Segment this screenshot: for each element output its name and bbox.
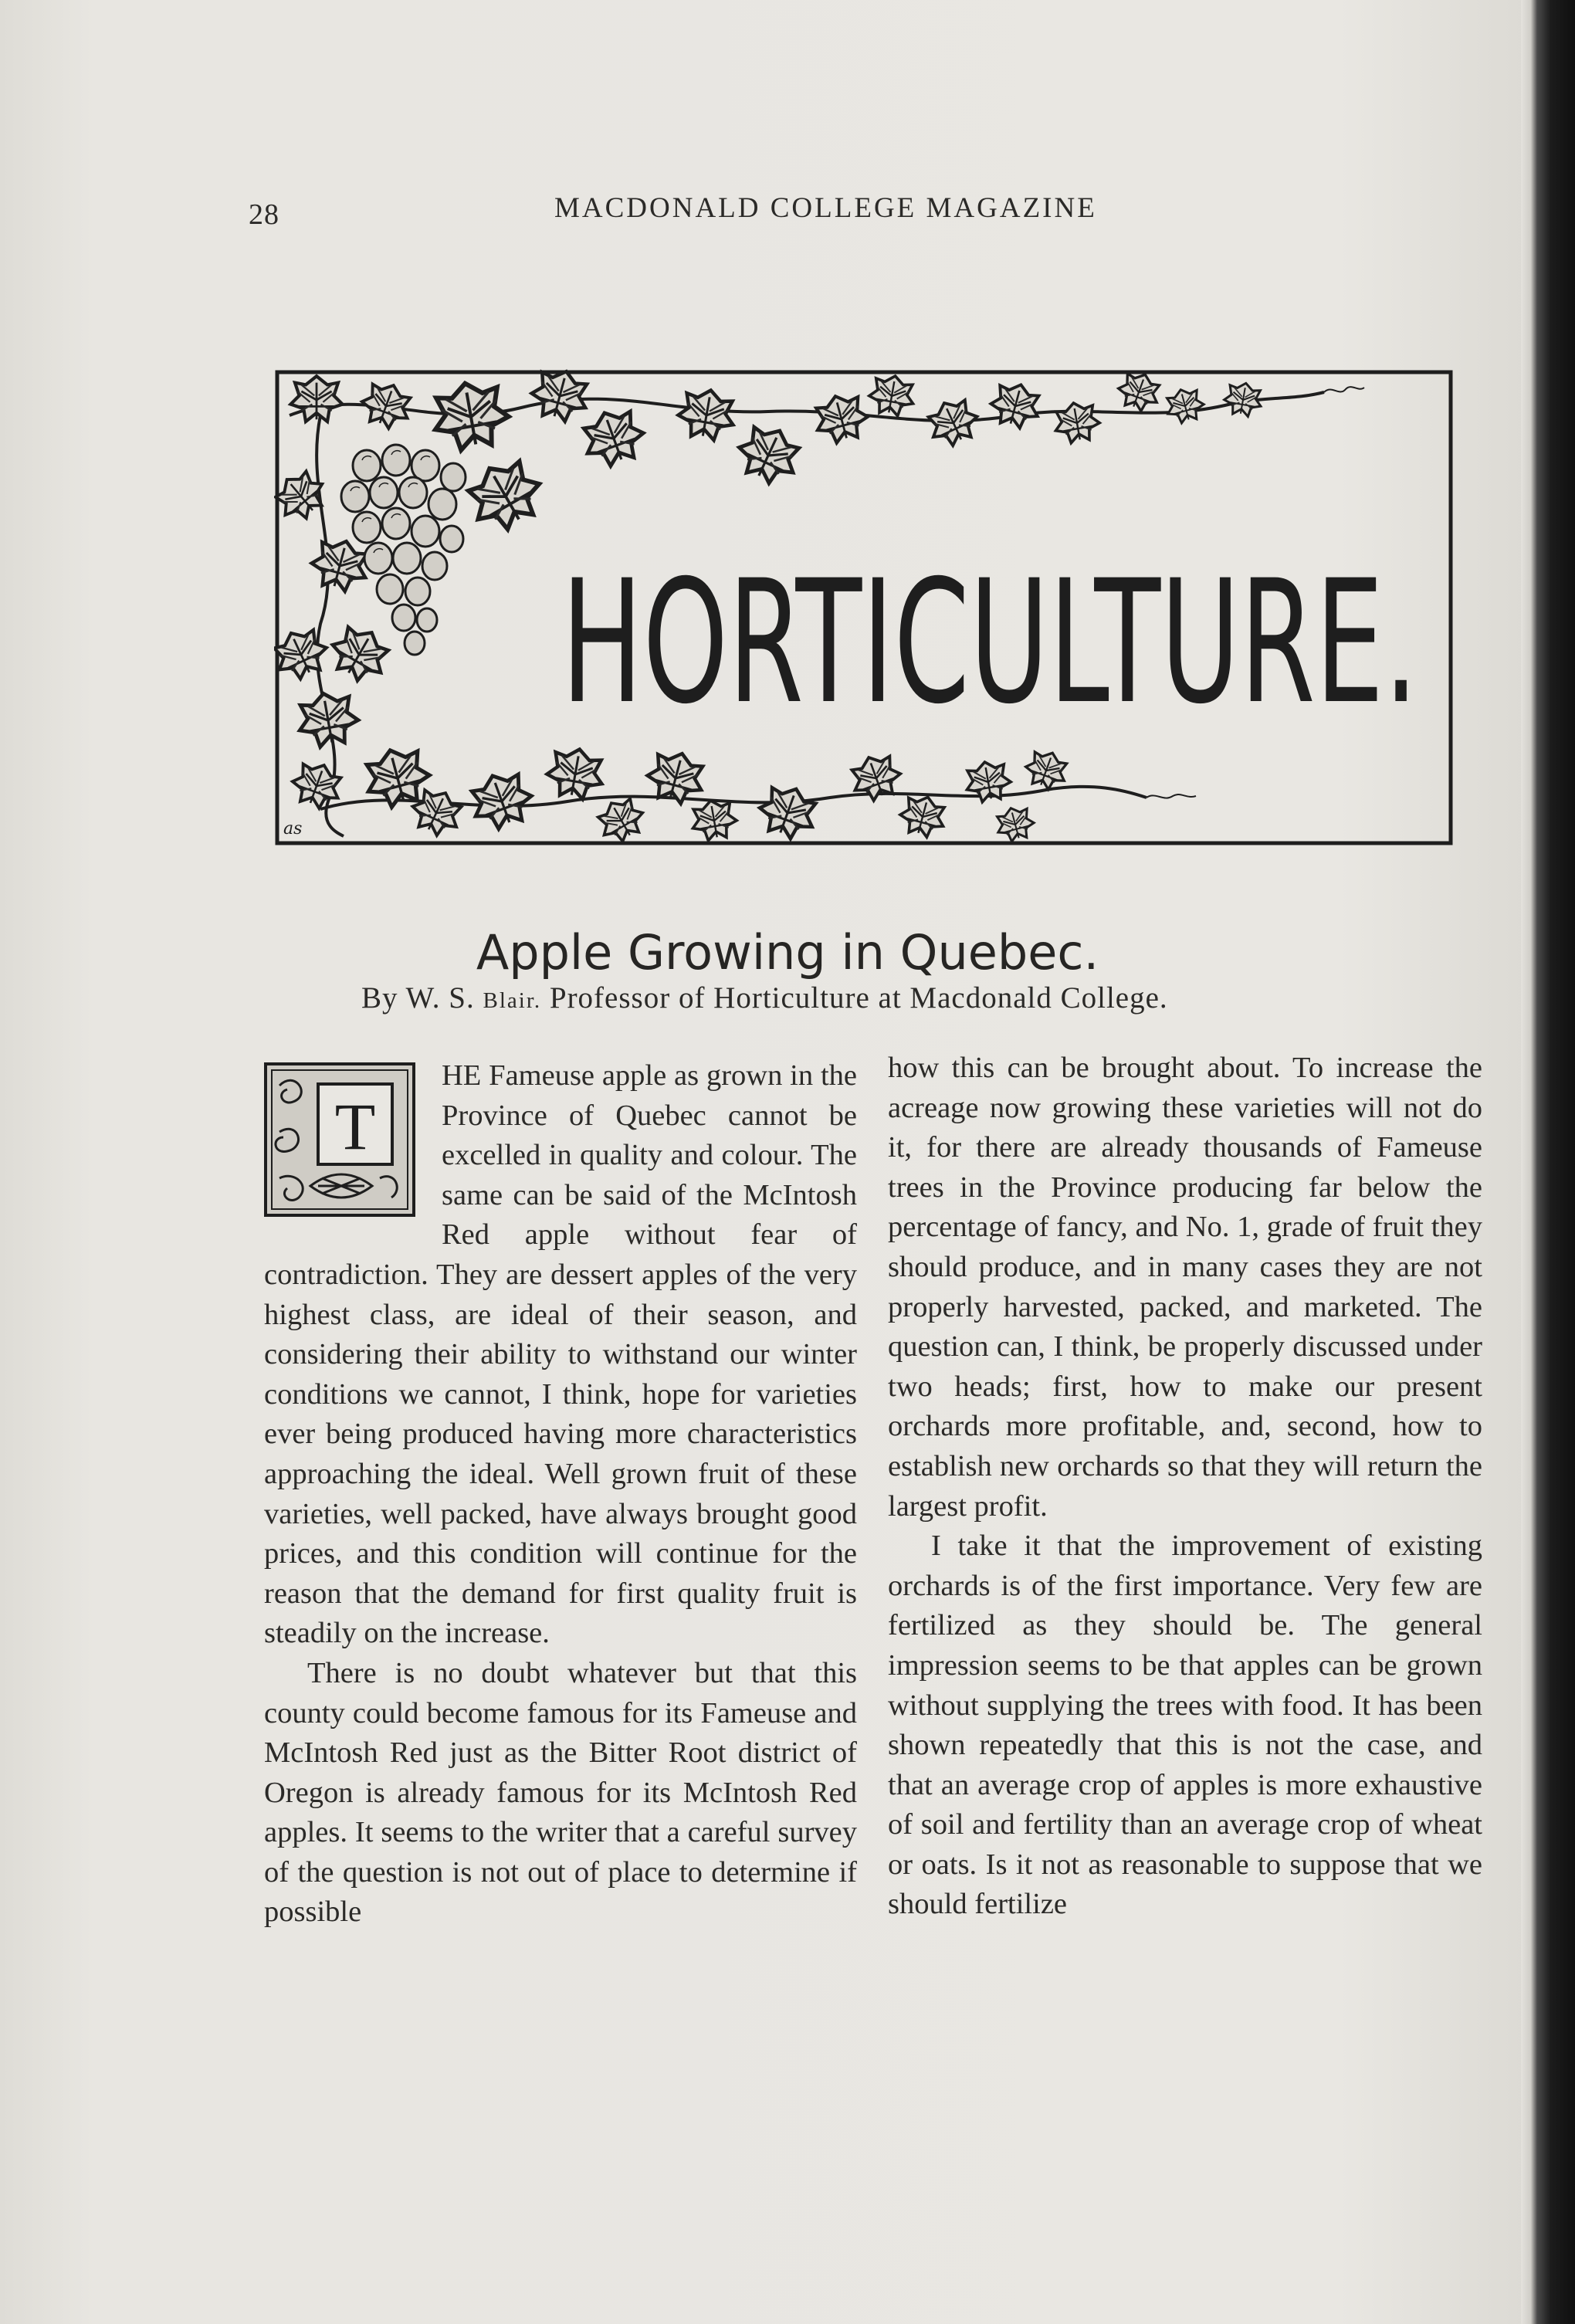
left-paragraph-2: There is no doubt whatever but that this county could become famous for its Fameuse and McIntosh Red just as the Bitter Root district of Oregon is already famous for its McIntosh Red apples. It seems to the writer that a careful survey of the question is not out of place to determine if possible: [264, 1656, 857, 1929]
article-title: Apple Growing in Quebec.: [476, 923, 1099, 981]
page-gutter-shadow: [1521, 0, 1575, 2324]
byline-author: Blair.: [483, 988, 542, 1013]
drop-cap-ornament: [264, 1062, 415, 1217]
horticulture-banner: [274, 369, 1454, 846]
artist-monogram: as: [283, 819, 303, 838]
byline-affiliation: Professor of Horticulture at Macdonald College.: [541, 981, 1168, 1015]
banner-title: HORTICULTURE.: [561, 544, 1418, 741]
drop-cap-letter: T: [334, 1089, 376, 1164]
right-paragraph-2: I take it that the improvement of existing orchards is of the first importance. Very few are fertilized as they should be. The general impression seems to be that apples can be grown without supplying the trees with food. It has been shown repeatedly that this is not the case, and that an average crop of apples is more exhaustive of soil and fertility than an average crop of wheat or oats. Is it not as reasonable to suppose that we should fertilize: [888, 1530, 1482, 1921]
byline: [361, 981, 1168, 1015]
right-column: [888, 1049, 1482, 1925]
right-paragraph-1: how this can be brought about. To increase the acreage now growing these varieties will not do it, for there are already thousands of Fameuse trees in the Province producing far below the percentage of fancy, and No. 1, grade of fruit they should produce, and in many cases they are not properly harvested, packed, and marketed. The question can, I think, be properly discussed under two heads; first, how to make our present orchards more profitable, and, second, how to establish new orchards so that they will return the largest profit.: [888, 1052, 1482, 1523]
grape-cluster-icon: [341, 445, 466, 655]
page-number: 28: [249, 198, 279, 231]
byline-prefix: By W. S.: [361, 981, 483, 1015]
left-paragraph-1: HE Fameuse apple as grown in the Province of Quebec cannot be excelled in quality and colour. The same can be said of the McIntosh Red apple without fear of contradiction. They are dessert apples of the very highest class, are ideal of their season, and considering their ability to withstand our winter conditions we cannot, I think, hope for varieties ever being produced having more characteristics approaching the ideal. Well grown fruit of these varieties, well packed, have always brought good prices, and this condition will continue for the reason that the demand for first quality fruit is steadily on the increase.: [264, 1059, 857, 1650]
left-column: [264, 1056, 857, 1933]
running-head: MACDONALD COLLEGE MAGAZINE: [554, 192, 1097, 224]
